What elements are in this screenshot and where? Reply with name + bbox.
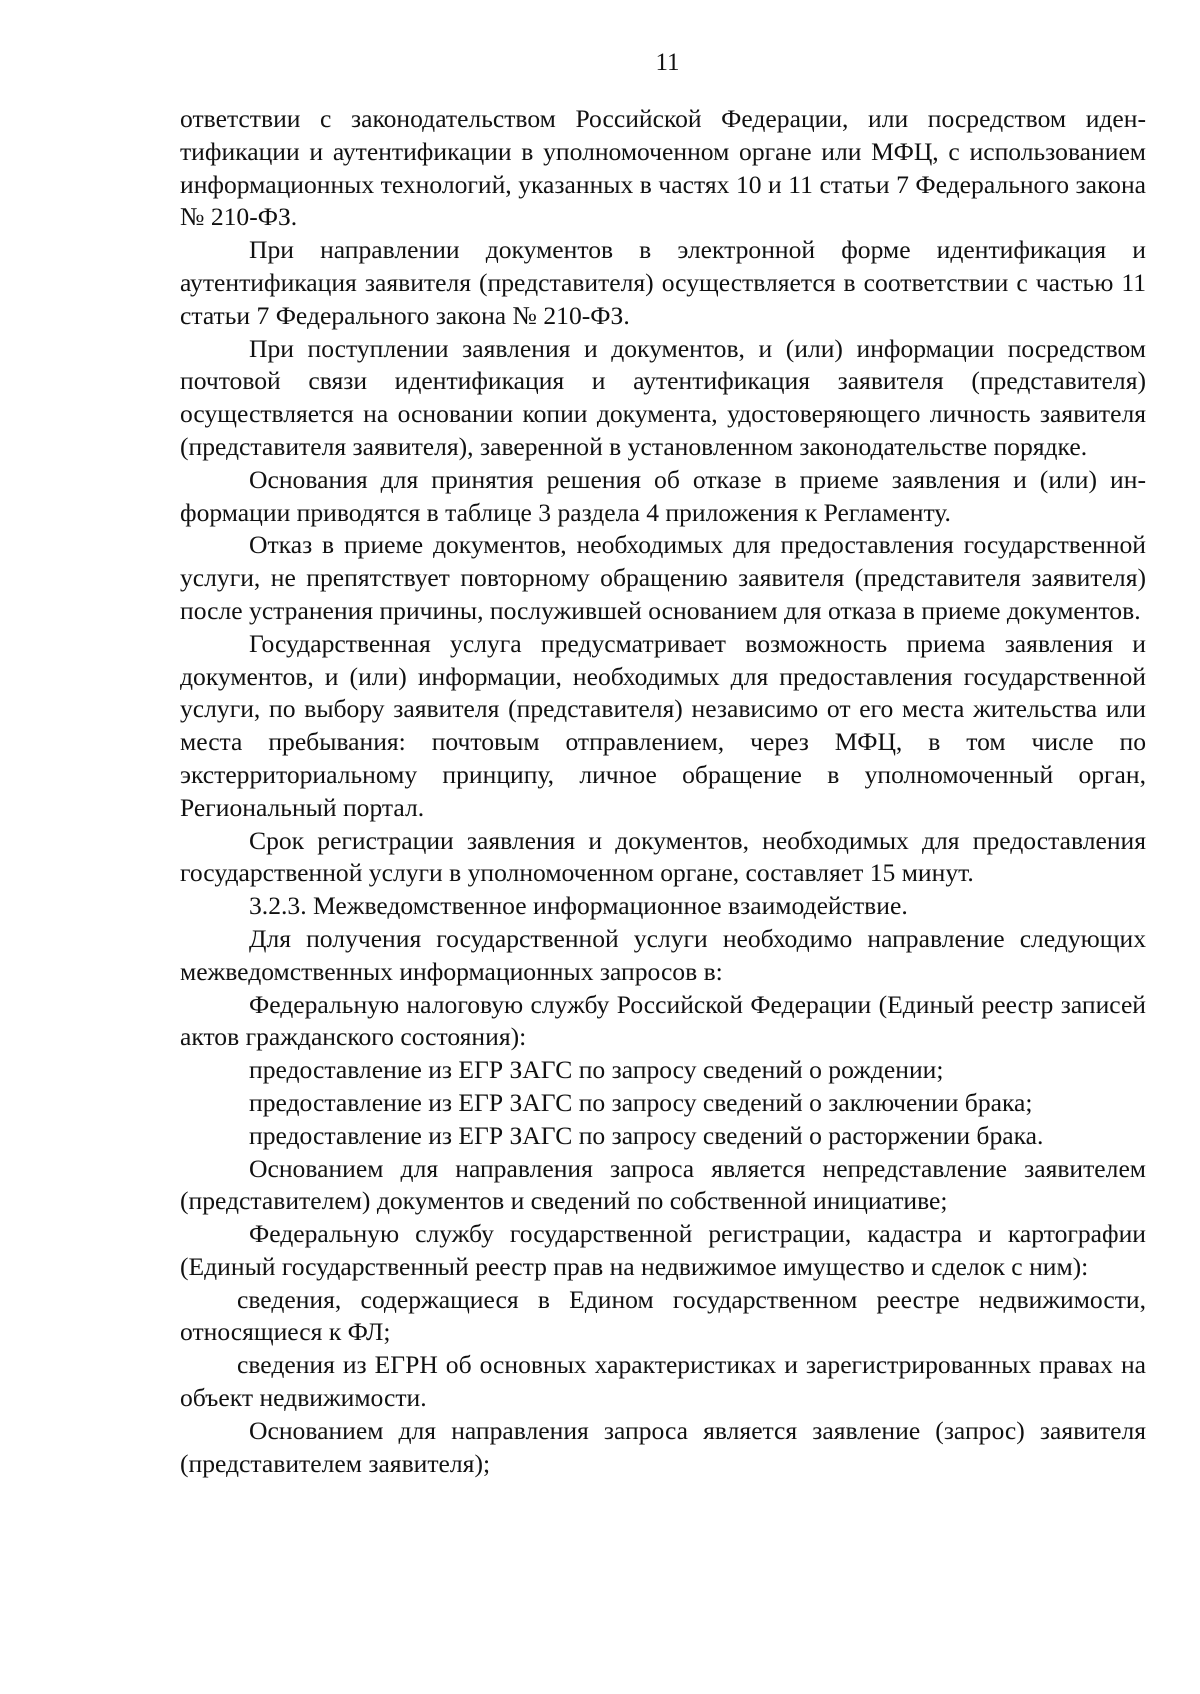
paragraph: Основанием для направления запроса является непредставление заявителем (представителем) документов и сведений по собственной инициативе; [180,1153,1146,1216]
page-body [180,103,1146,1480]
paragraph: Срок регистрации заявления и документов, необходимых для предоставления государственной услуги в уполномоченном органе, составляет 15 минут. [180,825,1146,888]
paragraph: Основанием для направления запроса является заявление (запрос) заявителя (представителем заявителя); [180,1415,1146,1478]
paragraph: Федеральную налоговую службу Российской Федерации (Единый реестр записей актов гражданского состояния): [180,989,1146,1052]
paragraph: Основания для принятия решения об отказе в приеме заявления и (или) информации приводятся в таблице 3 раздела 4 приложения к Регламенту. [180,464,1146,527]
paragraph: Федеральную службу государственной регистрации, кадастра и картографии (Единый государственный реестр прав на недвижимое имущество и сделок с ним): [180,1219,1146,1281]
paragraph: Для получения государственной услуги необходимо направление следующих межведомственных информационных запросов в: [180,923,1146,986]
page-number: 11 [655,49,680,76]
paragraph: Государственная услуга предусматривает возможность приема заявления и документов, и (или) информации, необходимых для предоставления государственной услуги, по выбору заявителя (представителя) независимо от его места жительства или места пребывания: почтовым отправлением, через МФЦ, в том числе по экстерриториальному принципу, личное обращение в уполномоченный орган, Региональный портал. [180,628,1146,822]
list-item: предоставление из ЕГР ЗАГС по запросу сведений о заключении брака; [249,1087,1033,1117]
list-item: сведения из ЕГРН об основных характеристиках и зарегистрированных правах на объект недвижимости. [180,1350,1146,1413]
paragraph: ответствии с законодательством Российской Федерации, или посредством идентификации и аутентификации в уполномоченном органе или МФЦ, с использованием информационных технологий, указанных в частях 10 и 11 статьи 7 Федерального закона № 210-ФЗ. [180,104,1146,232]
list-item: сведения, содержащиеся в Едином государственном реестре недвижимости, относящиеся к ФЛ; [180,1284,1146,1347]
paragraph: При направлении документов в электронной форме идентификация и аутентификация заявителя (представителя) осуществляется в соответствии с частью 11 статьи 7 Федерального закона № 210-ФЗ. [180,235,1146,330]
paragraph: Отказ в приеме документов, необходимых для предоставления государственной услуги, не препятствует повторному обращению заявителя (представителя заявителя) после устранения причины, послужившей основанием для отказа в приеме документов. [180,530,1146,625]
section-heading: 3.2.3. Межведомственное информационное взаимодействие. [249,891,908,921]
paragraph: При поступлении заявления и документов, и (или) информации посредством почтовой связи идентификация и аутентификация заявителя (представителя) осуществляется на основании копии документа, удостоверяющего личность заявителя (представителя заявителя), заверенной в установленном законодательстве порядке. [180,333,1146,461]
list-item: предоставление из ЕГР ЗАГС по запросу сведений о расторжении брака. [249,1120,1044,1150]
list-item: предоставление из ЕГР ЗАГС по запросу сведений о рождении; [249,1055,944,1085]
